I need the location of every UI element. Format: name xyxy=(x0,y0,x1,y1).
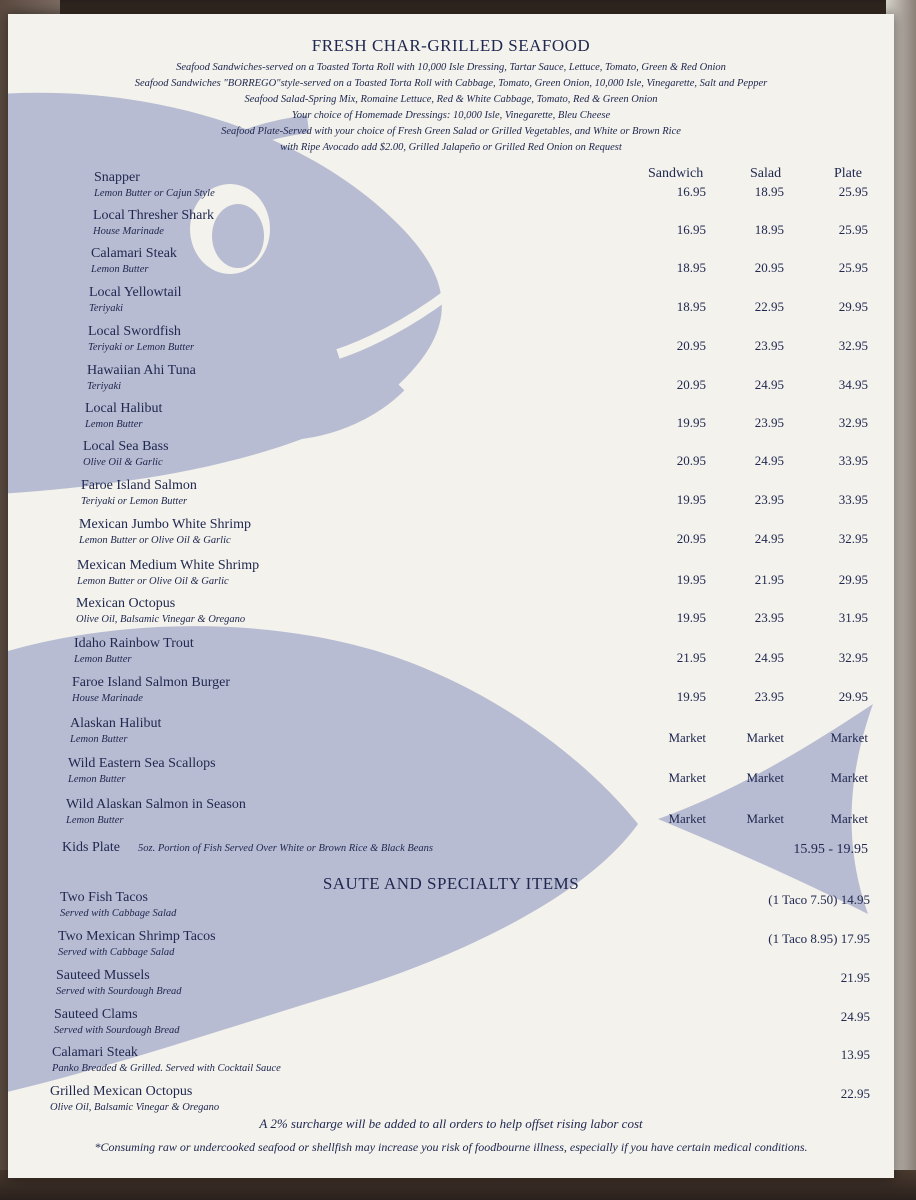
specialty-sub: Served with Cabbage Salad xyxy=(58,947,175,958)
header-line: Seafood Sandwiches-served on a Toasted Torta Roll with 10,000 Isle Dressing, Tartar Sauce, Lettuce, Tomato, Green & Red Onion xyxy=(176,62,726,73)
price-plate: 29.95 xyxy=(838,689,868,704)
price-plate: 25.95 xyxy=(838,184,868,199)
price-plate: 32.95 xyxy=(838,650,868,665)
item-sub: Lemon Butter xyxy=(85,419,143,430)
price-plate: 25.95 xyxy=(838,260,868,275)
column-salad: Salad xyxy=(750,166,782,181)
specialty-sub: Served with Sourdough Bread xyxy=(56,986,182,997)
item-sub: Teriyaki xyxy=(89,303,124,314)
kids-plate-name: Kids Plate xyxy=(62,840,120,855)
price-plate: 33.95 xyxy=(838,492,868,507)
price-sandwich: 20.95 xyxy=(676,338,706,353)
item-sub: House Marinade xyxy=(93,226,164,237)
price-salad: 24.95 xyxy=(754,377,784,392)
item-name: Mexican Jumbo White Shrimp xyxy=(79,517,251,532)
item-name: Faroe Island Salmon Burger xyxy=(72,675,230,690)
item-name: Hawaiian Ahi Tuna xyxy=(87,363,196,378)
header-line: Seafood Plate-Served with your choice of Fresh Green Salad or Grilled Vegetables, and White or Brown Rice xyxy=(221,126,681,137)
price-plate: Market xyxy=(830,730,868,745)
item-name: Local Halibut xyxy=(85,401,163,416)
specialty-name: Two Mexican Shrimp Tacos xyxy=(58,929,216,944)
specialty-name: Two Fish Tacos xyxy=(60,890,149,905)
item-name: Snapper xyxy=(94,170,140,185)
item-sub: Olive Oil, Balsamic Vinegar & Oregano xyxy=(76,614,246,625)
price-plate: 25.95 xyxy=(838,222,868,237)
price-sandwich: 21.95 xyxy=(676,650,706,665)
price-salad: 20.95 xyxy=(754,260,784,275)
price-sandwich: 19.95 xyxy=(676,492,706,507)
specialty-name: Calamari Steak xyxy=(52,1045,138,1060)
specialty-sub: Served with Cabbage Salad xyxy=(60,908,177,919)
price-plate: 29.95 xyxy=(838,299,868,314)
header-line: Seafood Sandwiches "BORREGO"style-served on a Toasted Torta Roll with Cabbage, Tomato, Green Onion, 10,000 Isle, Vinegarette, Salt and Pepper xyxy=(134,78,768,89)
specialty-name: Grilled Mexican Octopus xyxy=(50,1084,193,1099)
item-sub: Teriyaki or Lemon Butter xyxy=(88,342,195,353)
specialty-name: Sauteed Mussels xyxy=(56,968,150,983)
item-name: Local Thresher Shark xyxy=(93,208,215,223)
item-name: Idaho Rainbow Trout xyxy=(74,636,194,651)
food-safety-warning: *Consuming raw or undercooked seafood or shellfish may increase you risk of foodbourne illness, especially if you have certain medical conditions. xyxy=(94,1140,808,1154)
item-sub: Teriyaki or Lemon Butter xyxy=(81,496,188,507)
price-salad: 23.95 xyxy=(754,689,784,704)
price-salad: 24.95 xyxy=(754,453,784,468)
item-sub: Lemon Butter or Olive Oil & Garlic xyxy=(77,576,229,587)
price-sandwich: 18.95 xyxy=(676,260,706,275)
specialty-name: Sauteed Clams xyxy=(54,1007,138,1022)
item-name: Mexican Octopus xyxy=(76,596,176,611)
price-salad: Market xyxy=(746,811,784,826)
specialty-sub: Served with Sourdough Bread xyxy=(54,1025,180,1036)
item-name: Calamari Steak xyxy=(91,246,177,261)
price-salad: 23.95 xyxy=(754,492,784,507)
price-sandwich: 20.95 xyxy=(676,531,706,546)
item-sub: Lemon Butter or Olive Oil & Garlic xyxy=(79,535,231,546)
item-sub: Lemon Butter or Cajun Style xyxy=(94,188,215,199)
price-salad: 23.95 xyxy=(754,415,784,430)
price-salad: Market xyxy=(746,730,784,745)
specialty-price: 24.95 xyxy=(840,1009,870,1024)
item-name: Local Yellowtail xyxy=(89,285,182,300)
specialty-title: SAUTE AND SPECIALTY ITEMS xyxy=(322,874,580,893)
item-sub: Lemon Butter xyxy=(91,264,149,275)
price-plate: 31.95 xyxy=(838,610,868,625)
item-sub: Lemon Butter xyxy=(68,774,126,785)
menu-page xyxy=(8,14,894,1178)
item-name: Faroe Island Salmon xyxy=(81,478,197,493)
price-plate: 29.95 xyxy=(838,572,868,587)
price-salad: 22.95 xyxy=(754,299,784,314)
page-title: FRESH CHAR-GRILLED SEAFOOD xyxy=(311,36,591,55)
specialty-sub: Panko Breaded & Grilled. Served with Cocktail Sauce xyxy=(52,1063,281,1074)
price-salad: 21.95 xyxy=(754,572,784,587)
specialty-price: 21.95 xyxy=(840,970,870,985)
item-sub: Teriyaki xyxy=(87,381,122,392)
price-salad: 23.95 xyxy=(754,610,784,625)
price-plate: 32.95 xyxy=(838,531,868,546)
price-salad: Market xyxy=(746,770,784,785)
price-salad: 24.95 xyxy=(754,650,784,665)
item-name: Local Swordfish xyxy=(88,324,181,339)
price-sandwich: 16.95 xyxy=(676,184,706,199)
kids-plate-price: 15.95 - 19.95 xyxy=(793,842,868,857)
item-sub: Lemon Butter xyxy=(70,734,128,745)
price-salad: 18.95 xyxy=(754,222,784,237)
price-sandwich: Market xyxy=(668,770,706,785)
item-name: Mexican Medium White Shrimp xyxy=(77,558,260,573)
item-name: Local Sea Bass xyxy=(83,439,169,454)
price-sandwich: 19.95 xyxy=(676,415,706,430)
item-name: Wild Alaskan Salmon in Season xyxy=(66,797,246,812)
item-name: Alaskan Halibut xyxy=(70,716,162,731)
price-sandwich: 16.95 xyxy=(676,222,706,237)
price-plate: 33.95 xyxy=(838,453,868,468)
item-name: Wild Eastern Sea Scallops xyxy=(68,756,216,771)
price-sandwich: 19.95 xyxy=(676,610,706,625)
item-sub: House Marinade xyxy=(72,693,143,704)
specialty-price: 22.95 xyxy=(840,1086,870,1101)
header-line: with Ripe Avocado add $2.00, Grilled Jalapeño or Grilled Red Onion on Request xyxy=(280,142,622,153)
header-line: Your choice of Homemade Dressings: 10,000 Isle, Vinegarette, Bleu Cheese xyxy=(291,110,611,121)
surcharge-note: A 2% surcharge will be added to all orders to help offset rising labor cost xyxy=(259,1116,643,1131)
specialty-price: 13.95 xyxy=(840,1047,870,1062)
specialty-sub: Olive Oil, Balsamic Vinegar & Oregano xyxy=(50,1102,220,1113)
price-sandwich: 19.95 xyxy=(676,572,706,587)
price-plate: 32.95 xyxy=(838,415,868,430)
price-sandwich: Market xyxy=(668,730,706,745)
column-plate: Plate xyxy=(834,166,862,181)
item-sub: Lemon Butter xyxy=(66,815,124,826)
item-sub: Olive Oil & Garlic xyxy=(83,457,163,468)
price-salad: 24.95 xyxy=(754,531,784,546)
price-salad: 23.95 xyxy=(754,338,784,353)
specialty-price: (1 Taco 8.95) 17.95 xyxy=(768,931,870,946)
column-sandwich: Sandwich xyxy=(648,166,704,181)
price-sandwich: 20.95 xyxy=(676,453,706,468)
specialty-price: (1 Taco 7.50) 14.95 xyxy=(768,892,870,907)
header-line: Seafood Salad-Spring Mix, Romaine Lettuce, Red & White Cabbage, Tomato, Red & Green Onion xyxy=(244,94,658,105)
price-sandwich: 19.95 xyxy=(676,689,706,704)
price-plate: Market xyxy=(830,770,868,785)
kids-plate-desc: 5oz. Portion of Fish Served Over White or Brown Rice & Black Beans xyxy=(138,843,434,854)
price-sandwich: 18.95 xyxy=(676,299,706,314)
price-sandwich: 20.95 xyxy=(676,377,706,392)
price-plate: 32.95 xyxy=(838,338,868,353)
price-plate: Market xyxy=(830,811,868,826)
item-sub: Lemon Butter xyxy=(74,654,132,665)
menu-content xyxy=(8,14,894,1178)
price-sandwich: Market xyxy=(668,811,706,826)
price-salad: 18.95 xyxy=(754,184,784,199)
price-plate: 34.95 xyxy=(838,377,868,392)
